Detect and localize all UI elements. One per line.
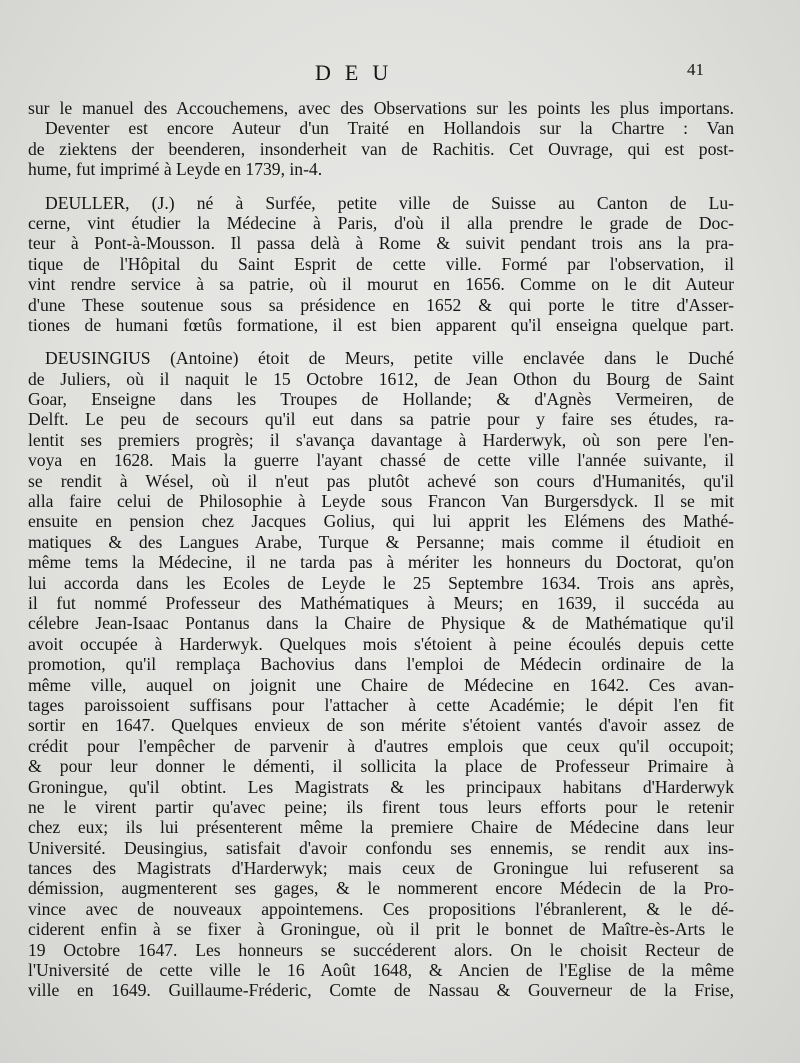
text-line: l'Université de cette ville le 16 Août 1648, & Ancien de l'Eglise de la même [28,960,734,981]
text-line: vince avec de nouveaux appointemens. Ces propositions l'ébranlerent, & le dé- [28,898,734,919]
running-head: DEU [315,60,403,85]
text-line: se rendit à Wésel, où il n'eut pas plutôt achevé son cours d'Humanités, qu'il [28,470,734,491]
text-line: chez eux; ils lui présenterent même la premiere Chaire de Médecine dans leur [28,817,734,838]
text-line: Université. Deusingius, satisfait d'avoir confondu ses ennemis, se rendit aux ins- [28,837,734,858]
text-line: avoit occupée à Harderwyk. Quelques mois s'étoient à peine écoulés depuis cette [28,633,734,654]
text-line: tiones de humani fœtûs formatione, il est bien apparent qu'il enseigna quelque part. [28,314,734,335]
text-line: Delft. Le peu de secours qu'il eut dans sa patrie pour y faire ses études, ra- [28,409,734,430]
text-line: & pour leur donner le démenti, il sollicita la place de Professeur Primaire à [28,756,734,777]
text-line: de Juliers, où il naquit le 15 Octobre 1612, de Jean Othon du Bourg de Saint [28,368,734,389]
text-line: DEUSINGIUS (Antoine) étoit de Meurs, petite ville enclavée dans le Duché [45,348,734,369]
text-line: matiques & des Langues Arabe, Turque & Persanne; mais comme il étudioit en [28,531,734,552]
paragraph-deusingius [28,348,734,1001]
paragraph-deventer [28,98,734,180]
text-line: vint rendre service à sa patrie, où il mourut en 1656. Comme on le dit Auteur [28,274,734,295]
text-line: ne le virent partir qu'avec peine; ils firent tous leurs efforts pour le retenir [28,796,734,817]
text-line: même ville, auquel on joignit une Chaire de Médecine en 1642. Ces avan- [28,674,734,695]
text-line: de ziektens der beenderen, insonderheit van de Rachitis. Cet Ouvrage, qui est post- [28,138,734,159]
text-line: même tems la Médecine, il ne tarda pas à mériter les honneurs du Doctorat, qu'on [28,552,734,573]
text-line: Deventer est encore Auteur d'un Traité en Hollandois sur la Chartre : Van [45,118,734,139]
text-line: d'une These soutenue sous sa présidence en 1652 & qui porte le titre d'Asser- [28,294,734,315]
text-line: voya en 1628. Mais la guerre l'ayant chassé de cette ville l'année suivante, il [28,450,734,471]
text-line: cerne, vint étudier la Médecine à Paris, d'où il alla prendre le grade de Doc- [28,212,734,233]
text-line: tages paroissoient suffisans pour l'attacher à cette Académie; le dépit l'en fit [28,694,734,715]
text-line: lentit ses premiers progrès; il s'avança davantage à Harderwyk, où son pere l'en- [28,429,734,450]
paragraph-deuller [28,193,734,336]
text-line: démission, augmenterent ses gages, & le nommerent encore Médecin de la Pro- [28,878,734,899]
text-line: 19 Octobre 1647. Les honneurs se succéderent alors. On le choisit Recteur de [28,939,734,960]
text-line: lui accorda dans les Ecoles de Leyde le 25 Septembre 1634. Trois ans après, [28,572,734,593]
text-line: sortir en 1647. Quelques envieux de son mérite s'étoient vantés d'avoir assez de [28,715,734,736]
text-line: crédit pour l'empêcher de parvenir à d'autres emplois que ceux qu'il occupoit; [28,735,734,756]
text-line: DEULLER, (J.) né à Surfée, petite ville de Suisse au Canton de Lu- [45,192,734,213]
text-line: tique de l'Hôpital du Saint Esprit de cette ville. Formé par l'observation, il [28,253,734,274]
text-line: promotion, qu'il remplaça Bachovius dans l'emploi de Médecin ordinaire de la [28,654,734,675]
text-line: hume, fut imprimé à Leyde en 1739, in-4. [28,159,323,180]
text-line: ensuite en pension chez Jacques Golius, qui lui apprit les Elémens des Mathé- [28,511,734,532]
text-line: célebre Jean-Isaac Pontanus dans la Chaire de Physique & de Mathématique qu'il [28,613,734,634]
text-line: alla faire celui de Philosophie à Leyde sous Francon Van Burgersdyck. Il se mit [28,491,734,512]
body-text [28,98,734,1001]
text-line: sur le manuel des Accouchemens, avec des Observations sur les points les plus importans. [28,98,734,118]
text-line: ville en 1649. Guillaume-Fréderic, Comte de Nassau & Gouverneur de la Frise, [28,980,734,1001]
text-line: ciderent enfin à se fixer à Groningue, où il prit le bonnet de Maître-ès-Arts le [28,919,734,940]
text-line: Goar, Enseigne dans les Troupes de Hollande; & d'Agnès Vermeiren, de [28,389,734,410]
page-number: 41 [687,60,704,79]
text-line: teur à Pont-à-Mousson. Il passa delà à Rome & suivit pendant trois ans la pra- [28,233,734,254]
text-line: il fut nommé Professeur des Mathématiques à Meurs; en 1639, il succéda au [28,592,734,613]
text-line: tances des Magistrats d'Harderwyk; mais ceux de Groningue lui refuserent sa [28,858,734,879]
text-line: Groningue, qu'il obtint. Les Magistrats & les principaux habitans d'Harderwyk [28,776,734,797]
page-header [0,60,800,90]
